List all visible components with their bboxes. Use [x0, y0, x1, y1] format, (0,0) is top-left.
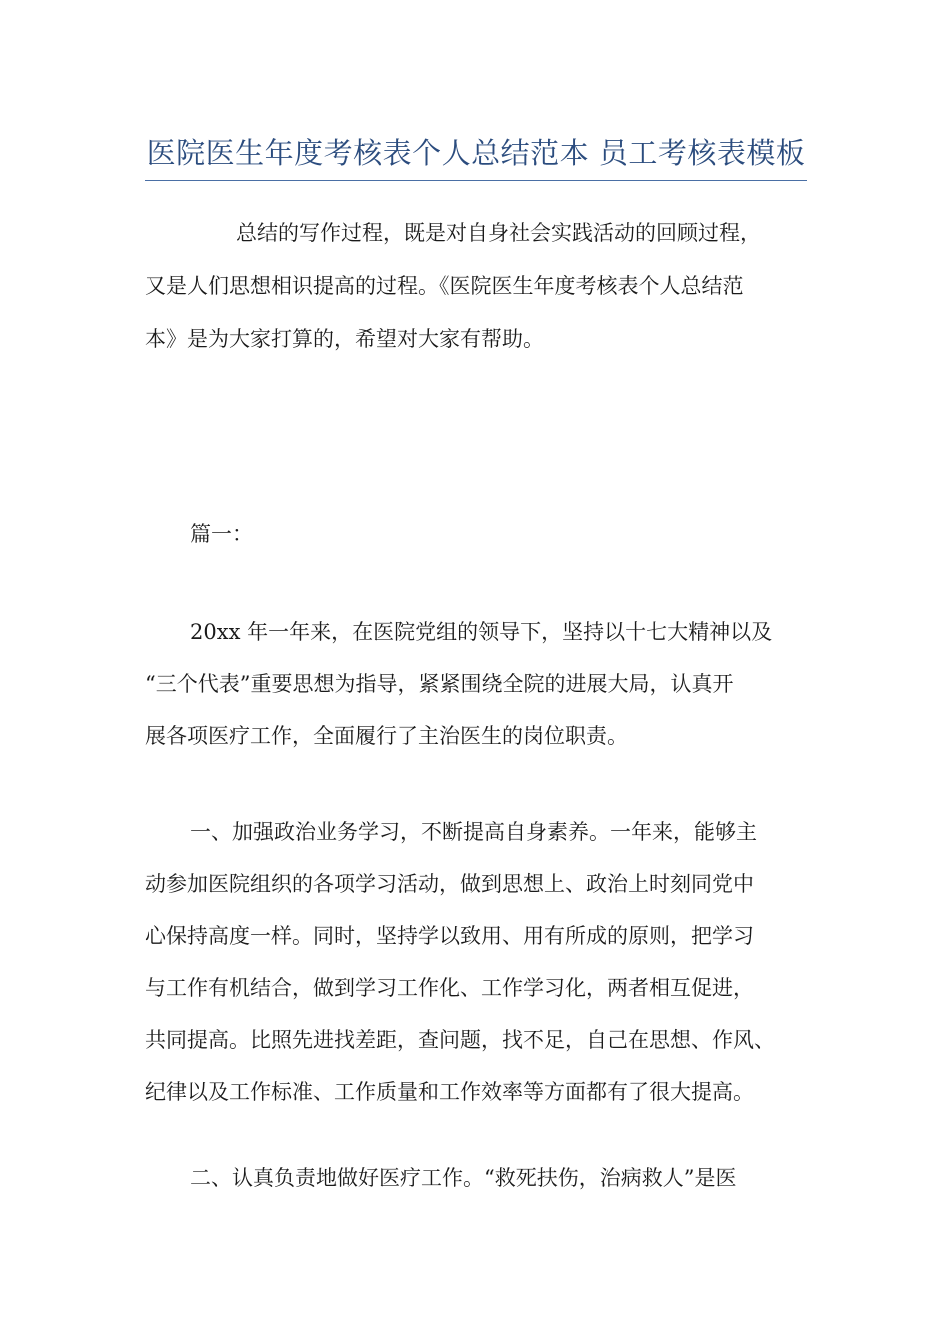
paragraph-line: “三个代表”重要思想为指导，紧紧围绕全院的进展大局，认真开	[145, 672, 734, 696]
intro-line: 本》是为大家打算的，希望对大家有帮助。	[145, 327, 544, 351]
paragraph-line: 一、加强政治业务学习，不断提高自身素养。一年来，能够主	[190, 820, 757, 844]
section-label: 篇一：	[190, 522, 253, 546]
paragraph-line: 动参加医院组织的各项学习活动，做到思想上、政治上时刻同党中	[145, 872, 754, 896]
intro-line: 总结的写作过程，既是对自身社会实践活动的回顾过程，	[236, 221, 761, 245]
intro-paragraph	[145, 218, 825, 377]
paragraph-line: 展各项医疗工作，全面履行了主治医生的岗位职责。	[145, 724, 628, 748]
paragraph-line: 共同提高。比照先进找差距，查问题，找不足，自己在思想、作风、	[145, 1028, 775, 1052]
body-paragraph-3	[145, 1163, 825, 1215]
paragraph-line: 20xx 年一年来，在医院党组的领导下，坚持以十七大精神以及	[190, 620, 773, 644]
section-heading	[145, 519, 825, 571]
paragraph-line: 纪律以及工作标准、工作质量和工作效率等方面都有了很大提高。	[145, 1080, 754, 1104]
paragraph-line: 二、认真负责地做好医疗工作。“救死扶伤，治病救人”是医	[190, 1166, 737, 1190]
document-title: 医院医生年度考核表个人总结范本 员工考核表模板	[146, 136, 806, 170]
body-paragraph-2	[145, 817, 825, 1129]
intro-line: 又是人们思想相识提高的过程。《医院医生年度考核表个人总结范	[145, 274, 744, 298]
body-paragraph-1	[145, 617, 825, 773]
title-underline	[145, 180, 807, 181]
paragraph-line: 心保持高度一样。同时，坚持学以致用、用有所成的原则，把学习	[145, 924, 754, 948]
paragraph-line: 与工作有机结合，做到学习工作化、工作学习化，两者相互促进，	[145, 976, 754, 1000]
